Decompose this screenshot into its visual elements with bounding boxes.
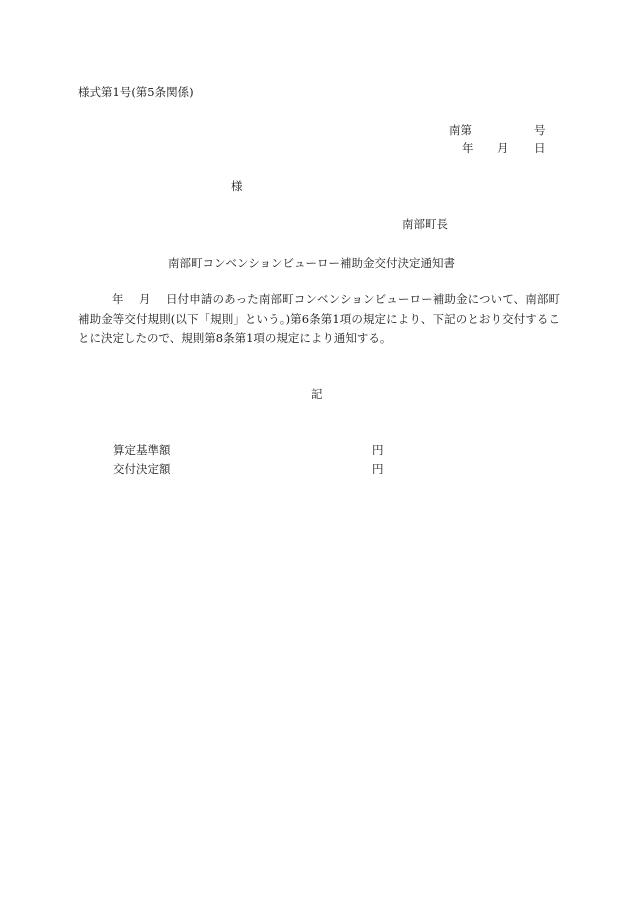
date-year-label: 年: [462, 141, 474, 155]
ki-heading: 記: [311, 387, 323, 401]
document-number-prefix: 南第: [449, 123, 472, 137]
date-day-label: 日: [534, 141, 546, 155]
recipient-honorific: 様: [231, 179, 243, 193]
item-label-decision-amount: 交付決定額: [113, 462, 171, 476]
form-label: 様式第1号(第5条関係): [78, 85, 194, 99]
document-number-suffix: 号: [534, 123, 546, 137]
item-unit-decision-amount: 円: [372, 462, 384, 476]
item-unit-standard-amount: 円: [372, 443, 384, 457]
document-title: 南部町コンベンションビューロー補助金交付決定通知書: [168, 256, 455, 270]
item-label-standard-amount: 算定基準額: [113, 443, 171, 457]
notification-body: 年 月 日付申請のあった南部町コンベンションビューロー補助金について、南部町補助金等交付規則(以下「規則」という。)第6条第1項の規定により、下記のとおり交付することに決定したので、規則第8条第1項の規定により通知する。: [78, 292, 560, 345]
date-month-label: 月: [497, 141, 509, 155]
sender-name: 南部町長: [402, 217, 448, 231]
